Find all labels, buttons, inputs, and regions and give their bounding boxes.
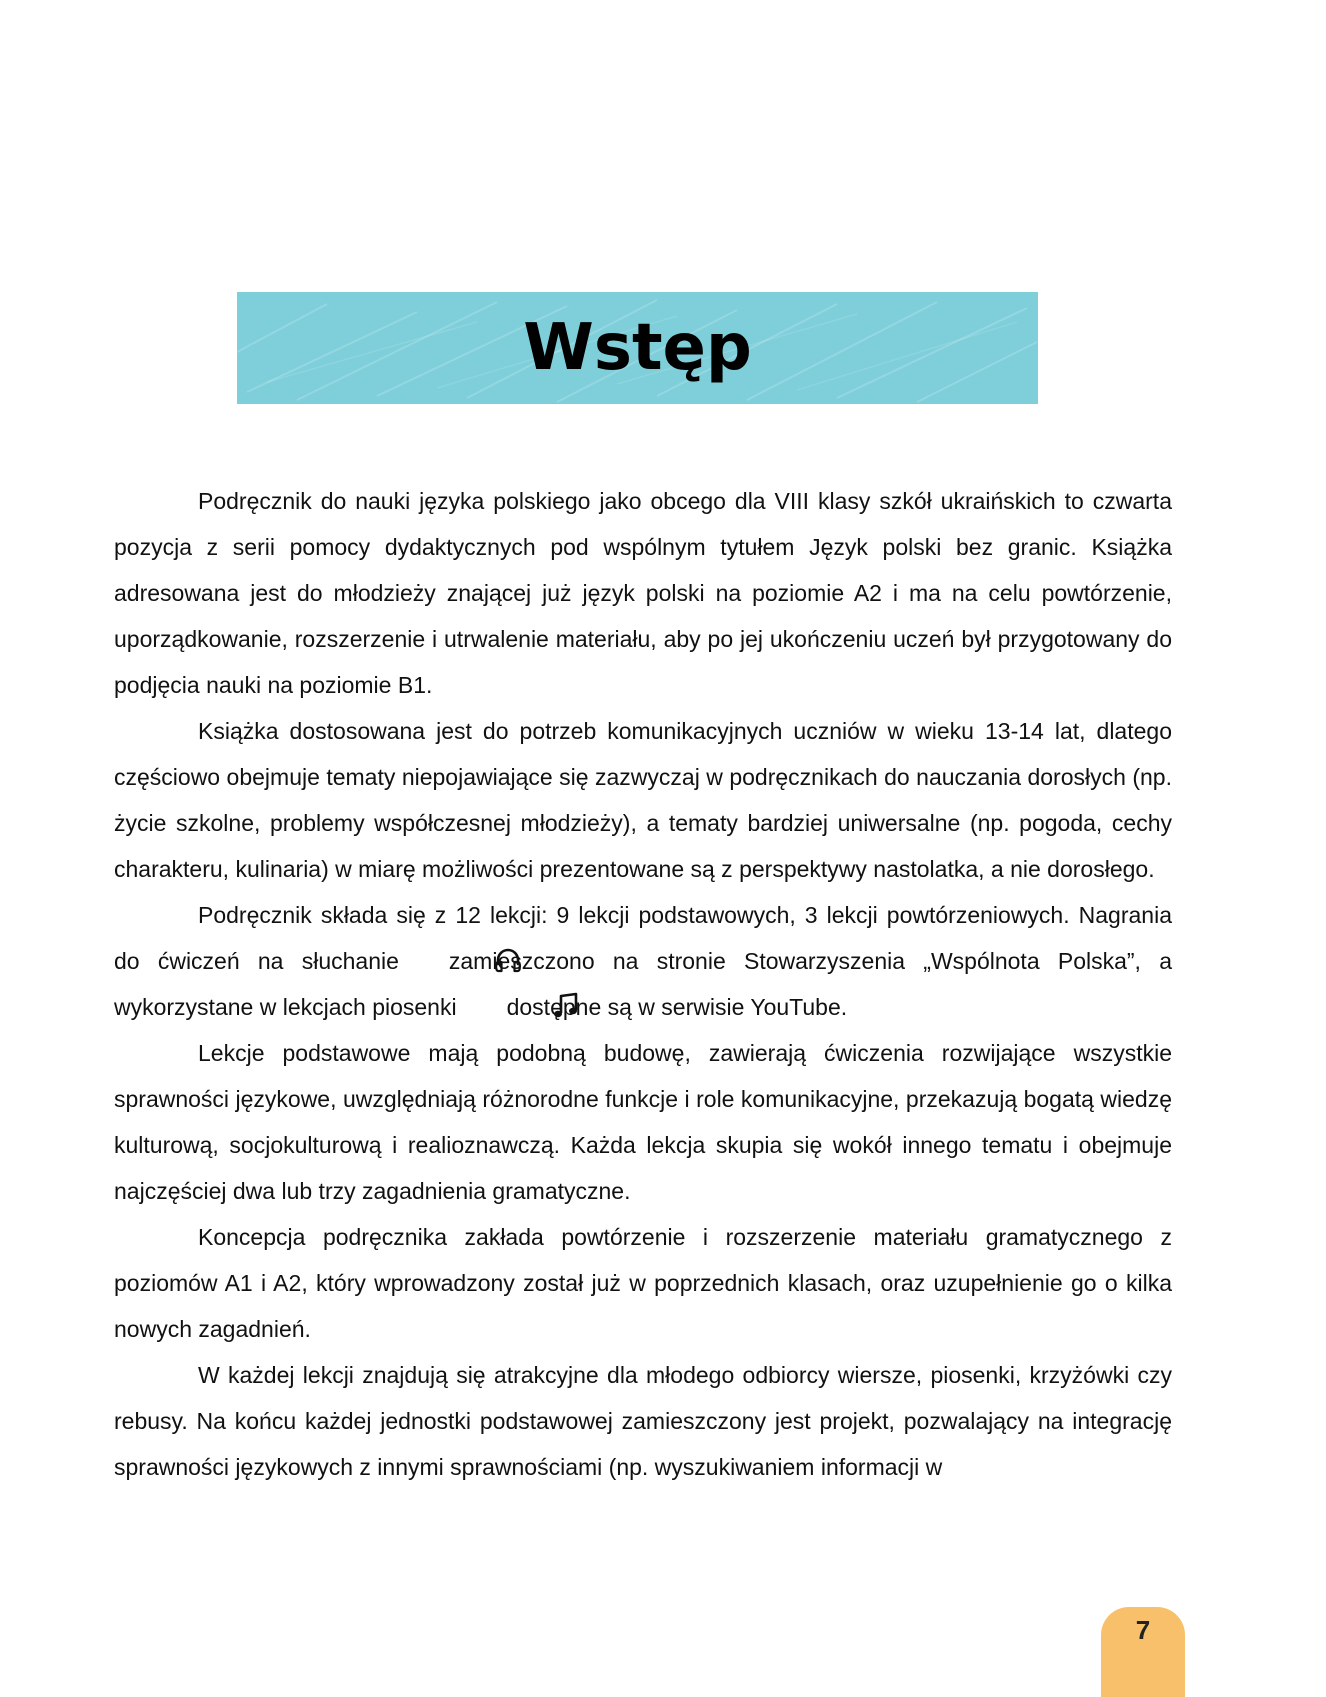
music-note-icon [467, 990, 497, 1020]
page-number: 7 [1135, 1615, 1151, 1645]
paragraph-1: Podręcznik do nauki języka polskiego jako obcego dla VIII klasy szkół ukraińskich to czwarta pozycja z serii pomocy dydaktycznych pod wspólnym tytułem Język polski bez granic. Książka adresowana jest do młodzieży znającej już język polski na poziomie A2 i ma na celu powtórzenie, uporządkowanie, rozszerzenie i utrwalenie materiału, aby po jej ukończeniu uczeń był przygotowany do podjęcia nauki na poziomie B1. [114, 488, 1172, 698]
intro-text [114, 478, 1172, 1490]
paragraph-3-part-1: Podręcznik składa się z 12 lekcji: 9 lekcji podstawowych, 3 lekcji powtórzeniowych. Nagrania do ćwiczeń na słuchanie [114, 902, 1172, 974]
page-number-badge [1101, 1607, 1185, 1697]
paragraph-5: Koncepcja podręcznika zakłada powtórzenie i rozszerzenie materiału gramatycznego z poziomów A1 i A2, który wprowadzony został już w poprzednich klasach, oraz uzupełnienie go o kilka nowych zagadnień. [114, 1224, 1172, 1342]
title-banner [237, 292, 1038, 404]
paragraph-2: Książka dostosowana jest do potrzeb komunikacyjnych uczniów w wieku 13-14 lat, dlatego częściowo obejmuje tematy niepojawiające się zazwyczaj w podręcznikach do nauczania dorosłych (np. życie szkolne, problemy współczesnej młodzieży), a tematy bardziej uniwersalne (np. pogoda, cechy charakteru, kulinaria) w miarę możliwości prezentowane są z perspektywy nastolatka, a nie dorosłego. [114, 718, 1172, 882]
paragraph-4: Lekcje podstawowe mają podobną budowę, zawierają ćwiczenia rozwijające wszystkie sprawności językowe, uwzględniają różnorodne funkcje i role komunikacyjne, przekazują bogatą wiedzę kulturową, socjokulturową i realioznawczą. Każda lekcja skupia się wokół innego tematu i obejmuje najczęściej dwa lub trzy zagadnienia gramatyczne. [114, 1040, 1172, 1204]
paragraph-3-part-3: dostępne są w serwisie YouTube. [506, 994, 848, 1020]
paragraph-3 [114, 892, 1172, 1030]
page-title: Wstęp [523, 311, 752, 385]
paragraph-3-part-2: zamieszczono na stronie Stowarzyszenia „Wspólnota Polska”, a wykorzystane w lekcjach piosenki [114, 948, 1172, 1020]
paragraph-6: W każdej lekcji znajdują się atrakcyjne dla młodego odbiorcy wiersze, piosenki, krzyżówki czy rebusy. Na końcu każdej jednostki podstawowej zamieszczony jest projekt, pozwalający na integrację sprawności językowych z innymi sprawnościami (np. wyszukiwaniem informacji w [114, 1362, 1172, 1480]
headphones-icon [409, 944, 439, 974]
